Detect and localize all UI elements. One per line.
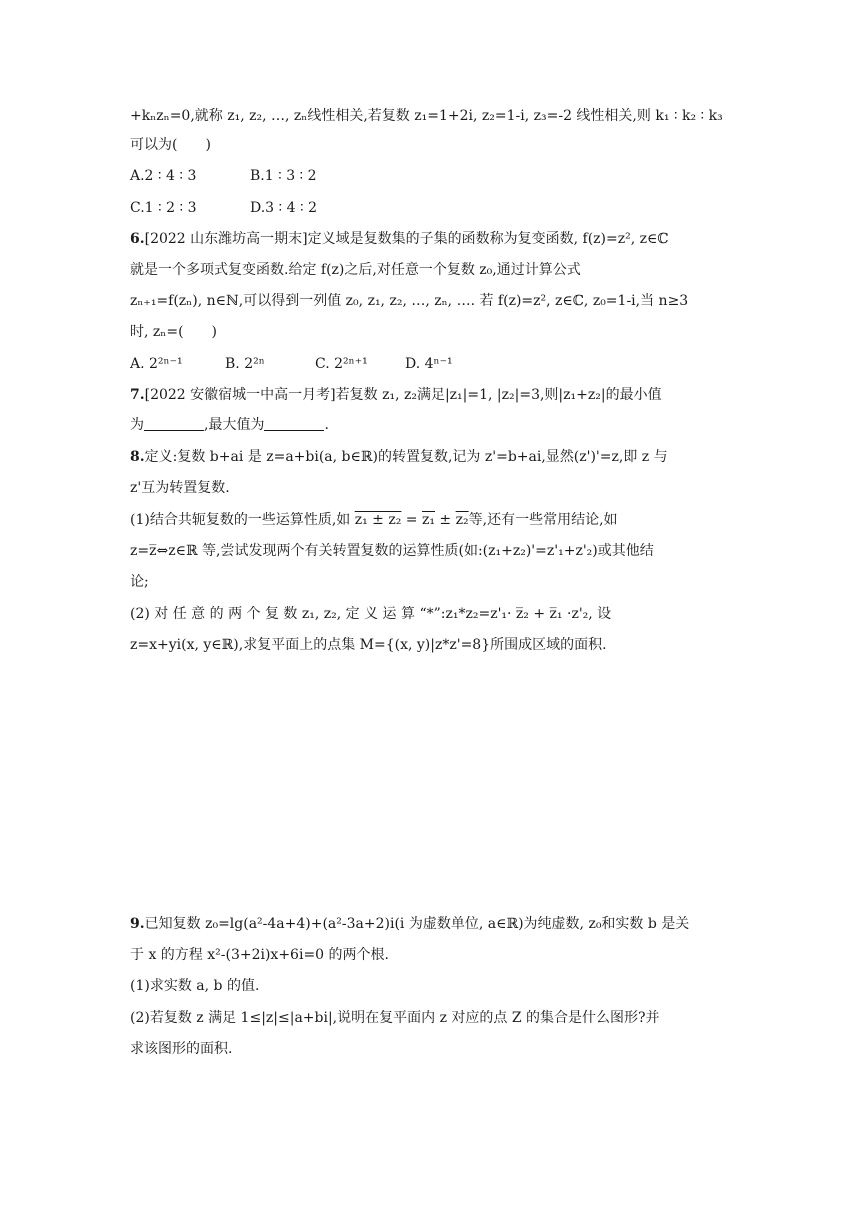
q7-text-line-1 xyxy=(130,385,662,405)
q8-line-3-g: 等,还有一些常用结论,如 xyxy=(468,512,618,528)
q6-text-line-2: 就是一个多项式复变函数.给定 f(z)之后,对任意一个复数 z₀,通过计算公式 xyxy=(130,262,581,278)
q9-line-1: 已知复数 z₀=lg(a²-4a+4)+(a²-3a+2)i(i 为虚数单位, a∈ℝ)为纯虚数, z₀和实数 b 是关 xyxy=(144,916,690,932)
q8-text-line-1 xyxy=(130,447,668,467)
q5-option-c: C.1 ∶ 2 ∶ 3 xyxy=(130,200,197,216)
q8-text-line-2: z'互为转置复数. xyxy=(130,480,230,496)
q8-line-1: 定义:复数 b+ai 是 z=a+bi(a, b∈ℝ)的转置复数,记为 z'=b+ai,显然(z')'=z,即 z 与 xyxy=(144,449,668,465)
q6-text-line-1 xyxy=(130,229,669,249)
q5-text-line-1: +kₙzₙ=0,就称 z₁, z₂, …, zₙ线性相关,若复数 z₁=1+2i, z₂=1-i, z₃=-2 线性相关,则 k₁ ∶ k₂ ∶ k₃ xyxy=(130,108,723,124)
q8-conjugate-z1: z₁ xyxy=(421,512,435,528)
q7-line-2-a: 为 xyxy=(130,417,144,433)
q6-options-row xyxy=(130,354,453,374)
q6-option-c: C. 2²ⁿ⁺¹ xyxy=(315,356,368,372)
q5-text-line-2: 可以为( ) xyxy=(130,137,211,153)
q8-conjugate-sum: z₁ ± z₂ xyxy=(354,512,402,528)
q9-text-line-5: 求该图形的面积. xyxy=(130,1041,233,1057)
q6-option-b: B. 2²ⁿ xyxy=(225,356,265,372)
q8-number: 8. xyxy=(130,449,145,465)
q8-line-3-e: ± xyxy=(434,512,456,528)
q8-text-line-7: z=x+yi(x, y∈ℝ),求复平面上的点集 M={(x, y)|z*z'=8}所围成区域的面积. xyxy=(130,637,607,653)
q5-options-row-2 xyxy=(130,198,317,218)
q7-line-1: [2022 安徽宿城一中高一月考]若复数 z₁, z₂满足|z₁|=1, |z₂|=3,则|z₁+z₂|的最小值 xyxy=(144,387,662,403)
answer-blank-min[interactable] xyxy=(144,416,204,431)
q9-text-line-2: 于 x 的方程 x²-(3+2i)x+6i=0 的两个根. xyxy=(130,947,389,963)
q6-option-a: A. 2²ⁿ⁻¹ xyxy=(130,356,183,372)
q9-text-line-3: (1)求实数 a, b 的值. xyxy=(130,978,260,994)
q6-text-line-3: zₙ₊₁=f(zₙ), n∈ℕ,可以得到一列值 z₀, z₁, z₂, …, zₙ, …. 若 f(z)=z², z∈ℂ, z₀=1-i,当 n≥3 xyxy=(130,293,689,309)
q6-option-d: D. 4ⁿ⁻¹ xyxy=(405,356,453,372)
answer-blank-max[interactable] xyxy=(264,416,324,431)
q8-text-line-3 xyxy=(130,510,618,530)
q7-text-line-2 xyxy=(130,415,329,435)
q5-option-b: B.1 ∶ 3 ∶ 2 xyxy=(250,168,317,184)
q5-option-d: D.3 ∶ 4 ∶ 2 xyxy=(250,200,317,216)
q8-conjugate-z2: z₂ xyxy=(455,512,469,528)
q5-option-a: A.2 ∶ 4 ∶ 3 xyxy=(130,168,197,184)
q6-text-line-4: 时, zₙ=( ) xyxy=(130,324,217,340)
q8-text-line-5: 论; xyxy=(130,574,149,590)
q7-number: 7. xyxy=(130,387,145,403)
q8-line-3-c: = xyxy=(401,512,422,528)
q6-number: 6. xyxy=(130,231,145,247)
q7-line-2-b: ,最大值为 xyxy=(204,417,265,433)
q9-text-line-1 xyxy=(130,914,689,934)
q5-options-row-1 xyxy=(130,166,317,186)
q9-number: 9. xyxy=(130,916,145,932)
q8-line-3-a: (1)结合共轭复数的一些运算性质,如 xyxy=(130,512,355,528)
q8-text-line-6: (2) 对 任 意 的 两 个 复 数 z₁, z₂, 定 义 运 算 “*”:z₁*z₂=z'₁· z̅₂ + z̅₁ ·z'₂, 设 xyxy=(130,606,612,622)
q6-line-1: [2022 山东潍坊高一期末]定义域是复数集的子集的函数称为复变函数, f(z)=z², z∈ℂ xyxy=(144,231,669,247)
q9-text-line-4: (2)若复数 z 满足 1≤|z|≤|a+bi|,说明在复平面内 z 对应的点 Z 的集合是什么图形?并 xyxy=(130,1010,660,1026)
q7-line-2-c: . xyxy=(324,417,329,433)
q8-text-line-4: z=z̅⇔z∈ℝ 等,尝试发现两个有关转置复数的运算性质(如:(z₁+z₂)'=z'₁+z'₂)或其他结 xyxy=(130,543,654,559)
